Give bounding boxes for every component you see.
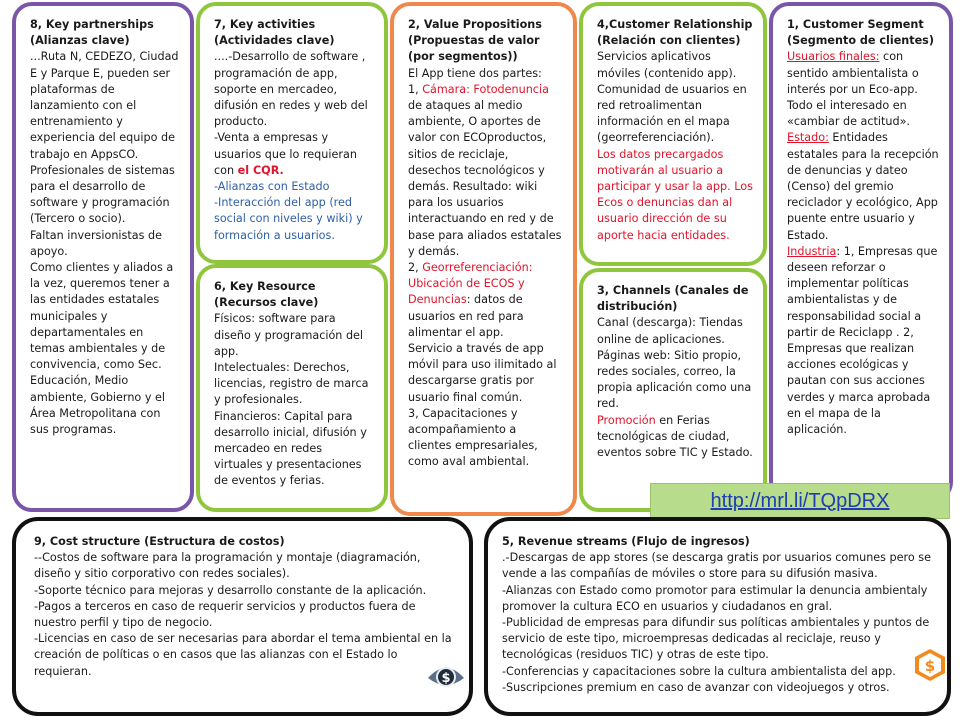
key-activities-box: [196, 2, 388, 264]
revenue-streams-premium: -Suscripciones premium en caso de avanzar con videojuegos y otros.: [502, 680, 890, 694]
cost-structure-support: -Soporte técnico para mejoras y desarrollo constante de la aplicación.: [34, 583, 427, 597]
revenue-streams-state: -Alianzas con Estado como promotor para estimular la denuncia ambientaly promover la cultura ECO en usuarios y ciudadanos en gral.: [502, 583, 928, 613]
customer-segment-title: 1, Customer Segment (Segmento de clientes): [787, 18, 934, 48]
customer-segment-state: Estado: Entidades estatales para la recepción de denuncias y dateo (Censo) del gremio reciclador y ecológico, App puente entre usuario y Estado.: [787, 131, 939, 242]
cost-structure-third-party: -Pagos a terceros en caso de requerir servicios y productos fuera de nuestro perfil y tipo de negocio.: [34, 599, 416, 630]
channels-title: 3, Channels (Canales de distribución): [597, 284, 749, 314]
url-link[interactable]: http://mrl.li/TQpDRX: [650, 483, 950, 519]
key-resources-financial: Financieros: Capital para desarrollo inicial, difusión y mercadeo en redes virtuales y presentaciones de eventos y ferias.: [214, 409, 367, 488]
revenue-streams-title: 5, Revenue streams (Flujo de ingresos): [502, 535, 750, 548]
value-propositions-training: 3, Capacitaciones y acompañamiento a clientes empresariales, como aval ambiental.: [408, 406, 538, 469]
channels-download: Canal (descarga): Tiendas online de aplicaciones.: [597, 316, 743, 346]
money-eye-icon: [426, 660, 466, 694]
revenue-streams-advertising: -Publicidad de empresas para difundir sus políticas ambientales y puntos de servicio de este tipo, microempresas dedicadas al reciclaje, reuso y tecnológicas (residuos TIC) y otras de este tipo.: [502, 616, 930, 662]
value-propositions-intro: El App tiene dos partes:: [408, 66, 542, 80]
channels-promotion: Promoción en Ferias tecnológicas de ciudad, eventos sobre TIC y Estado.: [597, 413, 753, 460]
cost-structure-software: --Costos de software para la programación y montaje (diagramación, diseño y sitio corporativo con redes sociales).: [34, 551, 421, 581]
key-activities-interaction: -Interacción del app (red social con niveles y wiki) y formación a usuarios.: [214, 196, 363, 242]
cost-structure-box: [12, 517, 473, 716]
customer-relationship-title: 4,Customer Relationship (Relación con clientes): [597, 18, 753, 48]
key-activities-software: ....-Desarrollo de software , programación de app, soporte en mercadeo, difusión en redes y web del producto.: [214, 50, 368, 129]
key-activities-sales: -Venta a empresas y usuarios que lo requieran con el CQR.: [214, 131, 357, 177]
cost-structure-licenses: -Licencias en caso de ser necesarias para abordar el tema ambiental en la creación de políticas o en casos que las alianzas con el Estado lo requieran.: [34, 632, 452, 678]
customer-segment-box: [769, 2, 953, 502]
key-partnerships-body: ...Ruta N, CEDEZO, Ciudad E y Parque E, pueden ser plataformas de lanzamiento con el entrenamiento y experiencia del equipo de trabajo en AppsCO. Profesionales de sistemas para el desarrollo de software y programación (Tercero o socio).: [30, 50, 179, 226]
key-resources-title: 6, Key Resource (Recursos clave): [214, 280, 319, 310]
key-resources-physical: Físicos: software para diseño y programación del app.: [214, 312, 364, 358]
svg-text:$: $: [441, 671, 451, 686]
key-partnerships-allies: Como clientes y aliados a la vez, queremos tener a las entidades estatales municipales y departamentales en temas ambientales y de convivencia, como Sec. Educación, Medio ambiente, Gobierno y el Área Metropolitana con sus programas.: [30, 261, 174, 437]
customer-segment-industry: Industria: 1, Empresas que deseen reforzar o implementar políticas ambientalistas y de responsabilidad social a partir de Reciclapp . 2, Empresas que realizan acciones ecológicas y pautan con sus acciones verdes y marca aprobada en el mapa de la aplicación.: [787, 244, 938, 437]
key-activities-title: 7, Key activities (Actividades clave): [214, 18, 335, 48]
value-propositions-box: [390, 2, 577, 516]
svg-text:$: $: [924, 657, 936, 675]
key-partnerships-investors: Faltan inversionistas de apoyo.: [30, 228, 162, 258]
value-propositions-title: 2, Value Propositions (Propuestas de valor (por segmentos)): [408, 18, 542, 64]
key-activities-cqr: el CQR.: [237, 163, 284, 177]
key-partnerships-title: 8, Key partnerships (Alianzas clave): [30, 18, 154, 48]
customer-relationship-body: Servicios aplicativos móviles (contenido app). Comunidad de usuarios en red retroalimentan información en el mapa (georreferenciación).: [597, 50, 747, 145]
customer-relationship-box: [579, 2, 767, 266]
customer-relationship-highlight: Los datos precargados motivarán al usuario a participar y usar la app. Los Ecos o denuncias dan al usuario dirección de su aporte hacia entidades.: [597, 147, 753, 242]
cost-structure-title: 9, Cost structure (Estructura de costos): [34, 535, 285, 548]
key-resources-intellectual: Intelectuales: Derechos, licencias, registro de marca y profesionales.: [214, 361, 369, 407]
money-hexagon-icon: [910, 648, 950, 682]
key-partnerships-box: [12, 2, 194, 512]
revenue-streams-downloads: .-Descargas de app stores (se descarga gratis por usuarios comunes pero se vende a las compañías de móviles o store para su difusión masiva.: [502, 551, 932, 581]
customer-segment-end-users: Usuarios finales: con sentido ambientalista o interés por un Eco-app. Todo el interesado en «cambiar de actitud».: [787, 50, 919, 129]
revenue-streams-conferences: -Conferencias y capacitaciones sobre la cultura ambientalista del app.: [502, 664, 896, 678]
key-activities-alliances: -Alianzas con Estado: [214, 180, 330, 194]
revenue-streams-box: [484, 517, 951, 716]
value-propositions-camera: 1, Cámara: Fotodenuncia de ataques al medio ambiente, O aportes de valor con ECOproductos, sitios de reciclaje, desechos tecnológicos y demás. Resultado: wiki para los usuarios interactuando en red y de base para aliados estatales y demás.: [408, 82, 562, 258]
channels-box: [579, 268, 767, 512]
value-propositions-service: Servicio a través de app móvil para uso ilimitado al descargarse gratis por usuario final común.: [408, 342, 557, 404]
key-resources-box: [196, 264, 388, 512]
value-propositions-georef: 2, Georreferenciación: Ubicación de ECOS y Denuncias: datos de usuarios en red para alimentar el app.: [408, 261, 533, 339]
channels-web: Páginas web: Sitio propio, redes sociales, correo, la propia aplicación como una red.: [597, 348, 752, 411]
